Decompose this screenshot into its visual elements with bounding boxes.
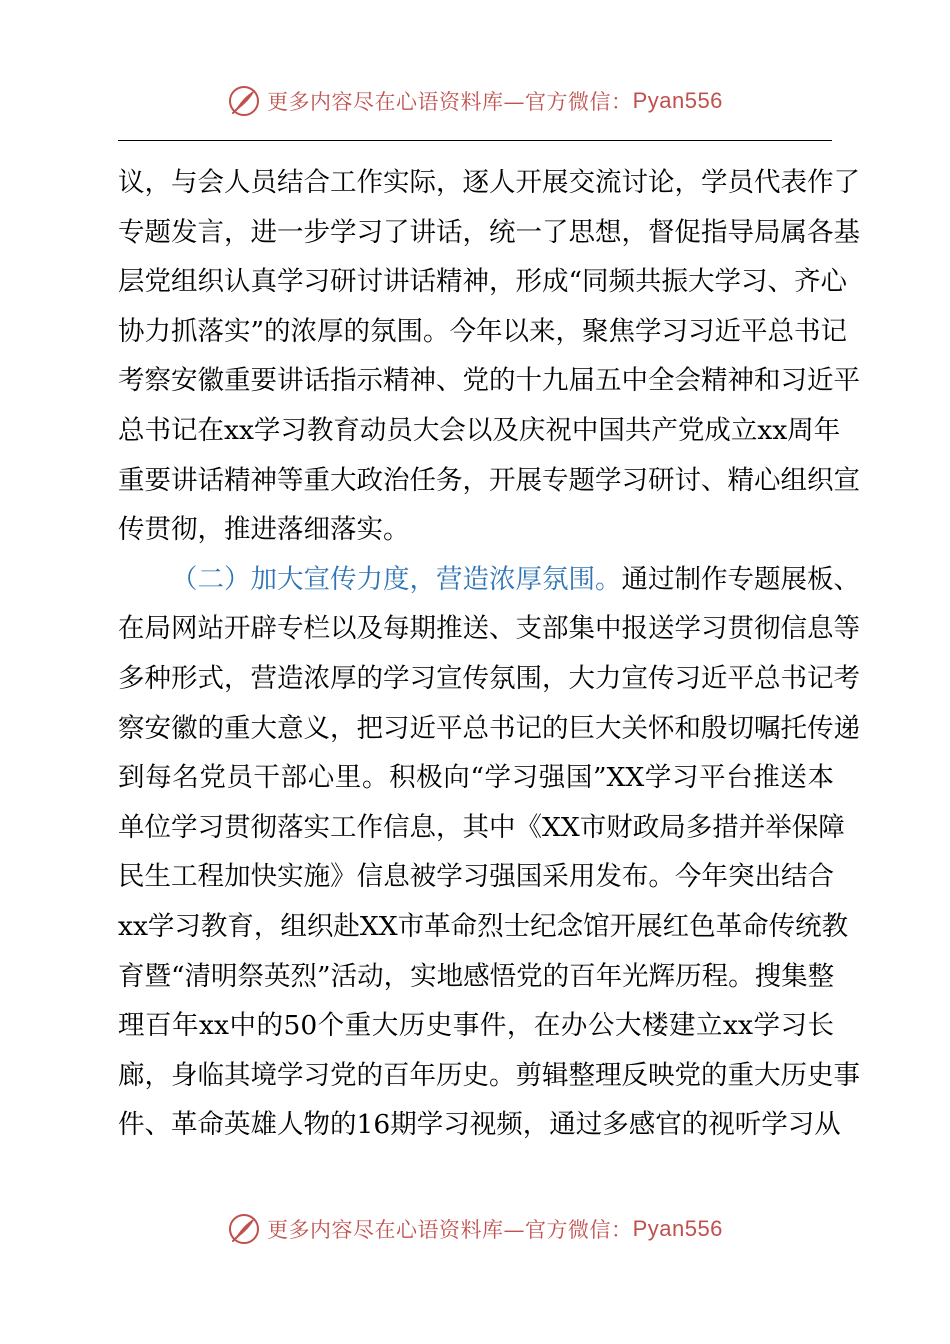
header-banner — [227, 84, 723, 118]
body-line: 廊，身临其境学习党的百年历史。剪辑整理反映党的重大历史事 — [118, 1059, 860, 1091]
body-line: 多种形式，营造浓厚的学习宣传氛围，大力宣传习近平总书记考 — [118, 662, 860, 694]
body-line: 察安徽的重大意义，把习近平总书记的巨大关怀和殷切嘱托传递 — [118, 712, 860, 744]
body-line: 件、革命英雄人物的16期学习视频，通过多感官的视听学习从 — [118, 1109, 841, 1141]
body-line: 考察安徽重要讲话指示精神、党的十九届五中全会精神和习近平 — [118, 365, 860, 397]
footer-banner — [227, 1212, 723, 1246]
body-line: 传贯彻，推进落细落实。 — [118, 514, 410, 546]
body-line: xx学习教育，组织赴XX市革命烈士纪念馆开展红色革命传统教 — [118, 910, 849, 942]
body-line: 育暨“清明祭英烈”活动，实地感悟党的百年光辉历程。搜集整 — [118, 960, 835, 992]
body-line: 重要讲话精神等重大政治任务，开展专题学习研讨、精心组织宣 — [118, 464, 860, 496]
header-banner-text: 更多内容尽在心语资料库—官方微信： — [267, 90, 633, 114]
header-divider — [118, 140, 832, 141]
body-line: 在局网站开辟专栏以及每期推送、支部集中报送学习贯彻信息等 — [118, 613, 860, 645]
quill-logo-icon — [227, 84, 261, 118]
body-line: 专题发言，进一步学习了讲话，统一了思想，督促指导局属各基 — [118, 216, 860, 248]
section-heading-line — [118, 555, 860, 605]
body-line: 单位学习贯彻落实工作信息，其中《XX市财政局多措并举保障 — [118, 811, 845, 843]
quill-logo-icon — [227, 1212, 261, 1246]
body-line: 民生工程加快实施》信息被学习强国采用发布。今年突出结合 — [118, 861, 834, 893]
body-line: 理百年xx中的50个重大历史事件，在办公大楼建立xx学习长 — [118, 1010, 834, 1042]
body-line: 层党组织认真学习研讨讲话精神，形成“同频共振大学习、齐心 — [118, 266, 848, 298]
body-line: 到每名党员干部心里。积极向“学习强国”XX学习平台推送本 — [118, 762, 834, 794]
page-header — [0, 84, 950, 118]
section-heading: （二）加大宣传力度，营造浓厚氛围。 — [171, 563, 622, 595]
body-line: 协力抓落实”的浓厚的氛围。今年以来，聚焦学习习近平总书记 — [118, 315, 848, 347]
footer-banner-text: 更多内容尽在心语资料库—官方微信： — [267, 1218, 633, 1242]
document-body — [118, 158, 860, 1150]
footer-wechat-id: Pyan556 — [632, 1216, 723, 1241]
header-wechat-id: Pyan556 — [632, 88, 723, 113]
body-line-fragment: 通过制作专题展板、 — [621, 563, 860, 595]
body-line: 总书记在xx学习教育动员大会以及庆祝中国共产党成立xx周年 — [118, 414, 841, 446]
page-footer — [0, 1212, 950, 1246]
body-line: 议，与会人员结合工作实际，逐人开展交流讨论，学员代表作了 — [118, 167, 860, 198]
